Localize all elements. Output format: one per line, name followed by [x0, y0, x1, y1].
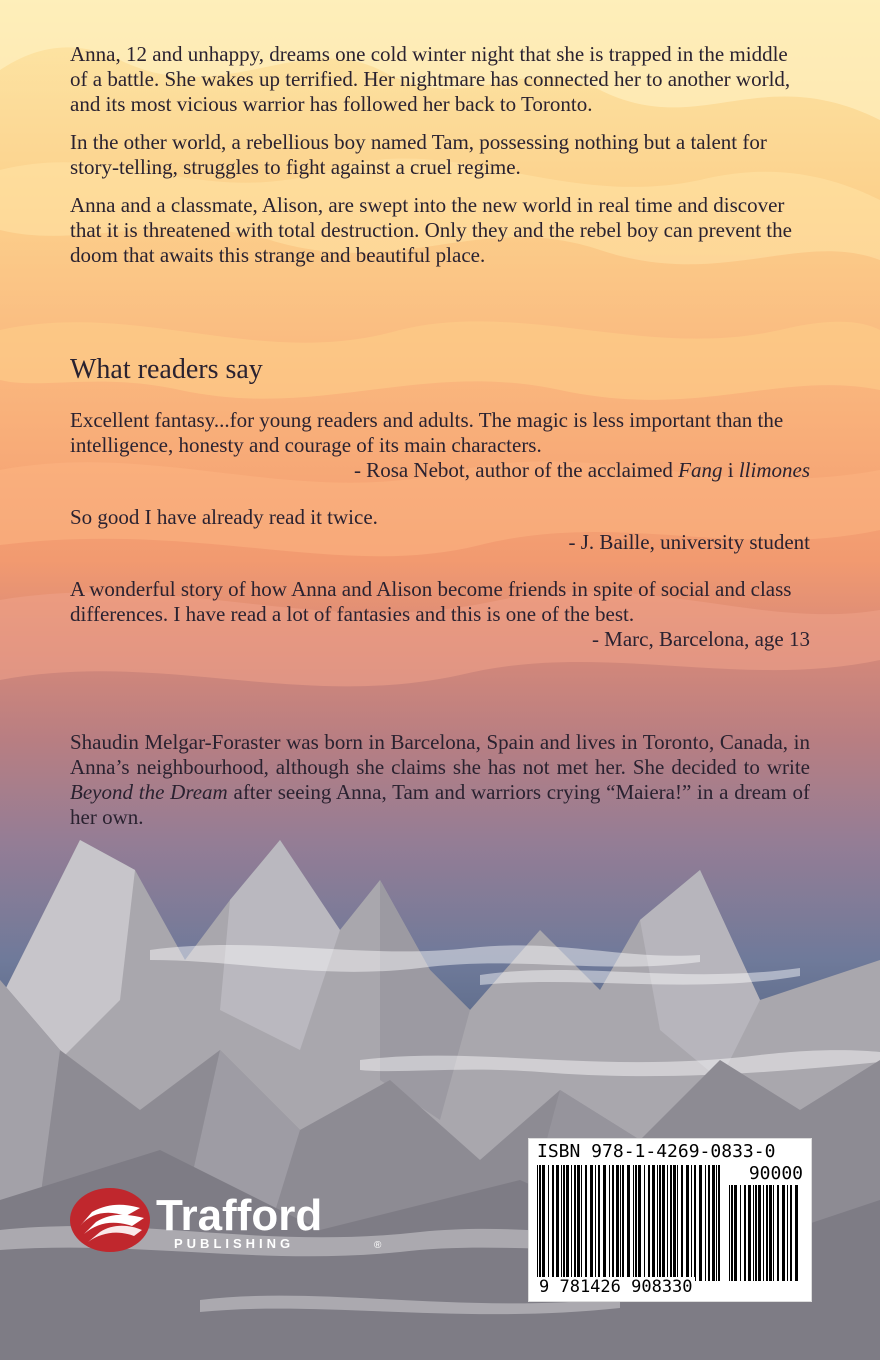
review-attribution [70, 458, 810, 483]
publisher-logo [70, 1186, 400, 1258]
review-attribution: - Marc, Barcelona, age 13 [591, 627, 810, 651]
bio-paragraph [70, 730, 810, 830]
publisher-registered: ® [374, 1240, 382, 1251]
blurb-paragraph: Anna, 12 and unhappy, dreams one cold winter night that she is trapped in the middle of a battle. She wakes up terrified. Her nightmare has connected her to another world, and its most vicious warrior has followed her back to Toronto. [70, 42, 791, 116]
price-code: 90000 [748, 1163, 803, 1184]
barcode-bars [537, 1165, 722, 1281]
book-title: Beyond the Dream [70, 780, 228, 804]
attribution-text: i [722, 458, 739, 482]
price-barcode-bars [729, 1185, 803, 1281]
review [70, 577, 810, 652]
blurb-paragraph: In the other world, a rebellious boy named Tam, possessing nothing but a talent for story-telling, struggles to fight against a cruel regime. [70, 130, 767, 179]
review-quote: A wonderful story of how Anna and Alison become friends in spite of social and class differences. I have read a lot of fantasies and this is one of the best. [70, 577, 792, 626]
review-quote: Excellent fantasy...for young readers and adults. The magic is less important than the intelligence, honesty and courage of its main characters. [70, 408, 784, 457]
book-icon [70, 1188, 150, 1252]
readers-heading: What readers say [70, 354, 263, 385]
review-quote: So good I have already read it twice. [70, 505, 378, 529]
barcode-number: 9 781426 908330 [539, 1277, 693, 1297]
publisher-name: Trafford [156, 1191, 323, 1240]
publisher-sub: PUBLISHING [174, 1236, 295, 1251]
author-bio [70, 730, 810, 830]
attribution-text: - Rosa Nebot, author of the acclaimed [353, 458, 679, 482]
bio-text: Shaudin Melgar-Foraster was born in Barcelona, Spain and lives in Toronto, Canada, in Anna’s neighbourhood, although she claims she has not met her. She decided to write [70, 730, 810, 779]
bio-text: after seeing Anna, Tam and warriors crying “Maiera!” in a dream of her own. [70, 780, 810, 829]
book-title: Fang [678, 458, 723, 482]
isbn-text: ISBN 978-1-4269-0833-0 [537, 1141, 776, 1162]
review-attribution: - J. Baille, university student [568, 530, 810, 554]
blurb [70, 42, 810, 281]
reviews [70, 408, 810, 674]
book-title: llimones [738, 458, 810, 482]
isbn-barcode [528, 1138, 812, 1302]
blurb-paragraph: Anna and a classmate, Alison, are swept into the new world in real time and discover that it is threatened with total destruction. Only they and the rebel boy can prevent the doom that awaits this strange and beautiful place. [70, 193, 792, 267]
review [70, 408, 810, 483]
review [70, 505, 810, 555]
